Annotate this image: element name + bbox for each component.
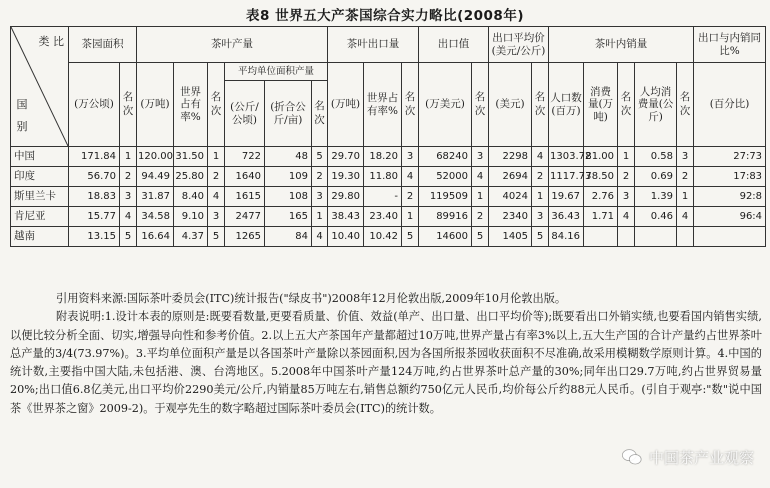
prod-value: 31.87 — [137, 187, 174, 207]
consumption-rank: 4 — [618, 207, 635, 227]
share-value: 8.40 — [174, 187, 208, 207]
diag-top-label: 类 比 — [38, 35, 64, 48]
yield-rank: 1 — [312, 207, 328, 227]
export-value-rank-head: 名次 — [472, 63, 489, 147]
per-capita-head: 人均消费量(公斤) — [635, 63, 677, 147]
per-capita-rank-head: 名次 — [677, 63, 694, 147]
per-capita-rank: 4 — [677, 207, 694, 227]
consumption: 78.50 — [584, 167, 618, 187]
export-price: 2340 — [489, 207, 532, 227]
table-row — [11, 187, 766, 207]
yield-ha: 2477 — [225, 207, 265, 227]
per-capita: 0.69 — [635, 167, 677, 187]
export-share: 18.20 — [364, 147, 402, 167]
world-share-head: 世界占有率% — [174, 63, 208, 147]
export-value-qty: 38.43 — [328, 207, 364, 227]
population-head: 人口数(百万) — [549, 63, 584, 147]
prod-unit: (万吨) — [137, 63, 174, 147]
wechat-icon — [621, 446, 643, 468]
export-price: 2298 — [489, 147, 532, 167]
yield-rank: 5 — [312, 147, 328, 167]
watermark — [621, 446, 754, 468]
ratio: 92:8 — [694, 187, 766, 207]
export-value-qty: 29.70 — [328, 147, 364, 167]
area-rank: 3 — [120, 187, 137, 207]
table-row — [11, 227, 766, 247]
yield-ha: 1265 — [225, 227, 265, 247]
export-price-rank: 1 — [532, 187, 549, 207]
country: 中国 — [11, 147, 69, 167]
export-price-unit: (美元) — [489, 63, 532, 147]
consumption: 1.71 — [584, 207, 618, 227]
area-value: 13.15 — [69, 227, 120, 247]
consumption: 2.76 — [584, 187, 618, 207]
population: 36.43 — [549, 207, 584, 227]
prod-value: 16.64 — [137, 227, 174, 247]
export-price: 1405 — [489, 227, 532, 247]
yield-mu: 84 — [265, 227, 312, 247]
yield-rank: 4 — [312, 227, 328, 247]
export-price-rank: 3 — [532, 207, 549, 227]
country: 肯尼亚 — [11, 207, 69, 227]
export-share: 10.42 — [364, 227, 402, 247]
export-share: 23.40 — [364, 207, 402, 227]
consumption-rank: 1 — [618, 147, 635, 167]
ratio-unit: (百分比) — [694, 63, 766, 147]
export-price: 2694 — [489, 167, 532, 187]
export-amount-rank: 4 — [472, 167, 489, 187]
export-price-rank-head: 名次 — [532, 63, 549, 147]
tea-comparison-table — [10, 26, 766, 247]
export-value-qty: 29.80 — [328, 187, 364, 207]
yield-mu: 109 — [265, 167, 312, 187]
col-export-price: 出口平均价(美元/公斤) — [489, 27, 549, 63]
consumption-rank: 2 — [618, 167, 635, 187]
export-share: 11.80 — [364, 167, 402, 187]
yield-ha: 722 — [225, 147, 265, 167]
col-area: 茶园面积 — [69, 27, 137, 63]
yield-unit-ha: (公斤/公顷) — [225, 81, 265, 147]
area-rank: 5 — [120, 227, 137, 247]
prod-rank: 4 — [208, 187, 225, 207]
yield-mu: 48 — [265, 147, 312, 167]
share-value: 31.50 — [174, 147, 208, 167]
col-ratio: 出口与内销同比% — [694, 27, 766, 63]
export-amount: 14600 — [419, 227, 472, 247]
yield-mu: 108 — [265, 187, 312, 207]
table-row — [11, 207, 766, 227]
prod-rank: 3 — [208, 207, 225, 227]
per-capita-rank: 1 — [677, 187, 694, 207]
yield-title: 平均单位面积产量 — [225, 63, 328, 81]
per-capita: 1.39 — [635, 187, 677, 207]
population: 1303.72 — [549, 147, 584, 167]
prod-rank: 2 — [208, 167, 225, 187]
export-rank: 4 — [402, 167, 419, 187]
ratio: 17:83 — [694, 167, 766, 187]
export-amount-rank: 1 — [472, 187, 489, 207]
ratio: 27:73 — [694, 147, 766, 167]
export-share-head: 世界占有率% — [364, 63, 402, 147]
export-share: - — [364, 187, 402, 207]
prod-rank: 1 — [208, 147, 225, 167]
consumption — [584, 227, 618, 247]
area-value: 56.70 — [69, 167, 120, 187]
yield-rank: 2 — [312, 167, 328, 187]
yield-rank-head: 名次 — [312, 81, 328, 147]
area-rank: 2 — [120, 167, 137, 187]
population: 19.67 — [549, 187, 584, 207]
export-rank: 1 — [402, 207, 419, 227]
export-amount-rank: 2 — [472, 207, 489, 227]
area-value: 18.83 — [69, 187, 120, 207]
prod-rank: 5 — [208, 227, 225, 247]
export-rank: 5 — [402, 227, 419, 247]
country: 越南 — [11, 227, 69, 247]
diag-bottom-label: 国 别 — [16, 98, 28, 133]
per-capita-rank: 2 — [677, 167, 694, 187]
export-amount-rank: 5 — [472, 227, 489, 247]
share-value: 9.10 — [174, 207, 208, 227]
export-rank: 3 — [402, 147, 419, 167]
prod-rank-head: 名次 — [208, 63, 225, 147]
export-unit: (万吨) — [328, 63, 364, 147]
population: 1117.73 — [549, 167, 584, 187]
per-capita: 0.46 — [635, 207, 677, 227]
ratio: 96:4 — [694, 207, 766, 227]
export-amount: 119509 — [419, 187, 472, 207]
prod-value: 120.00 — [137, 147, 174, 167]
export-price-rank: 5 — [532, 227, 549, 247]
area-value: 15.77 — [69, 207, 120, 227]
export-price: 4024 — [489, 187, 532, 207]
consumption-head: 消费量(万吨) — [584, 63, 618, 147]
export-amount: 52000 — [419, 167, 472, 187]
export-amount-rank: 3 — [472, 147, 489, 167]
yield-unit-mu: (折合公斤/亩) — [265, 81, 312, 147]
diagonal-header-cell — [11, 27, 69, 147]
export-rank-head: 名次 — [402, 63, 419, 147]
col-export-qty: 茶叶出口量 — [328, 27, 419, 63]
consumption-rank: 3 — [618, 187, 635, 207]
yield-ha: 1640 — [225, 167, 265, 187]
source-note: 引用资料来源:国际茶叶委员会(ITC)统计报告("绿皮书")2008年12月伦敦出版,2009年10月伦敦出版。 — [56, 292, 567, 305]
area-rank: 1 — [120, 147, 137, 167]
table-row — [11, 147, 766, 167]
col-export-value: 出口值 — [419, 27, 489, 63]
share-value: 4.37 — [174, 227, 208, 247]
area-rank: 4 — [120, 207, 137, 227]
share-value: 25.80 — [174, 167, 208, 187]
yield-mu: 165 — [265, 207, 312, 227]
population: 84.16 — [549, 227, 584, 247]
export-value-qty: 19.30 — [328, 167, 364, 187]
consumption-rank — [618, 227, 635, 247]
export-price-rank: 4 — [532, 147, 549, 167]
per-capita-rank — [677, 227, 694, 247]
export-amount: 68240 — [419, 147, 472, 167]
per-capita-rank: 3 — [677, 147, 694, 167]
per-capita: 0.58 — [635, 147, 677, 167]
export-value-unit: (万美元) — [419, 63, 472, 147]
export-price-rank: 2 — [532, 167, 549, 187]
area-value: 171.84 — [69, 147, 120, 167]
export-rank: 2 — [402, 187, 419, 207]
table-title: 表8 世界五大产茶国综合实力略比(2008年) — [245, 8, 524, 24]
table-notes — [10, 290, 762, 418]
yield-rank: 3 — [312, 187, 328, 207]
area-rank-head: 名次 — [120, 63, 137, 147]
table-row — [11, 167, 766, 187]
col-domestic: 茶叶内销量 — [549, 27, 694, 63]
area-unit: (万公顷) — [69, 63, 120, 147]
per-capita — [635, 227, 677, 247]
consumption-rank-head: 名次 — [618, 63, 635, 147]
yield-ha: 1615 — [225, 187, 265, 207]
prod-value: 94.49 — [137, 167, 174, 187]
country: 斯里兰卡 — [11, 187, 69, 207]
explanation-note: 附表说明:1.设计本表的原则是:既要看数量,更要看质量、价值、效益(单产、出口量、出口平均价等);既要看出口外销实绩,也要看国内销售实绩,以便比较分析全面、切实,增强导向性和参考价值。2.以上五大产茶国年产量都超过10万吨,世界产量占有率3%以上,五大生产国的合计产量约占世界茶叶总产量的3/4(73.97%)。3.平均单位面积产量是以各国茶叶产量除以茶园面积,因为各国所报茶园收获面积不尽准确,故采用模糊数学原则计算。4.中国的统计数,主要指中国大陆,未包括港、澳、台湾地区。5.2008年中国茶叶产量124万吨,约占世界茶叶总产量的30%;同年出口29.7万吨,约占世界贸易量20%;出口值6.8亿美元,出口平均价2290美元/公斤,内销量85万吨左右,销售总额约750亿元人民币,均价每公斤约88元人民币。(引自于观亭:"数"说中国茶《世界茶之窗》2009-2)。于观亭先生的数字略超过国际茶叶委员会(ITC)的统计数。 — [10, 310, 762, 415]
col-production: 茶叶产量 — [137, 27, 328, 63]
export-amount: 89916 — [419, 207, 472, 227]
consumption: 81.00 — [584, 147, 618, 167]
country: 印度 — [11, 167, 69, 187]
ratio — [694, 227, 766, 247]
prod-value: 34.58 — [137, 207, 174, 227]
export-value-qty: 10.40 — [328, 227, 364, 247]
watermark-text: 中国茶产业观察 — [648, 448, 754, 467]
